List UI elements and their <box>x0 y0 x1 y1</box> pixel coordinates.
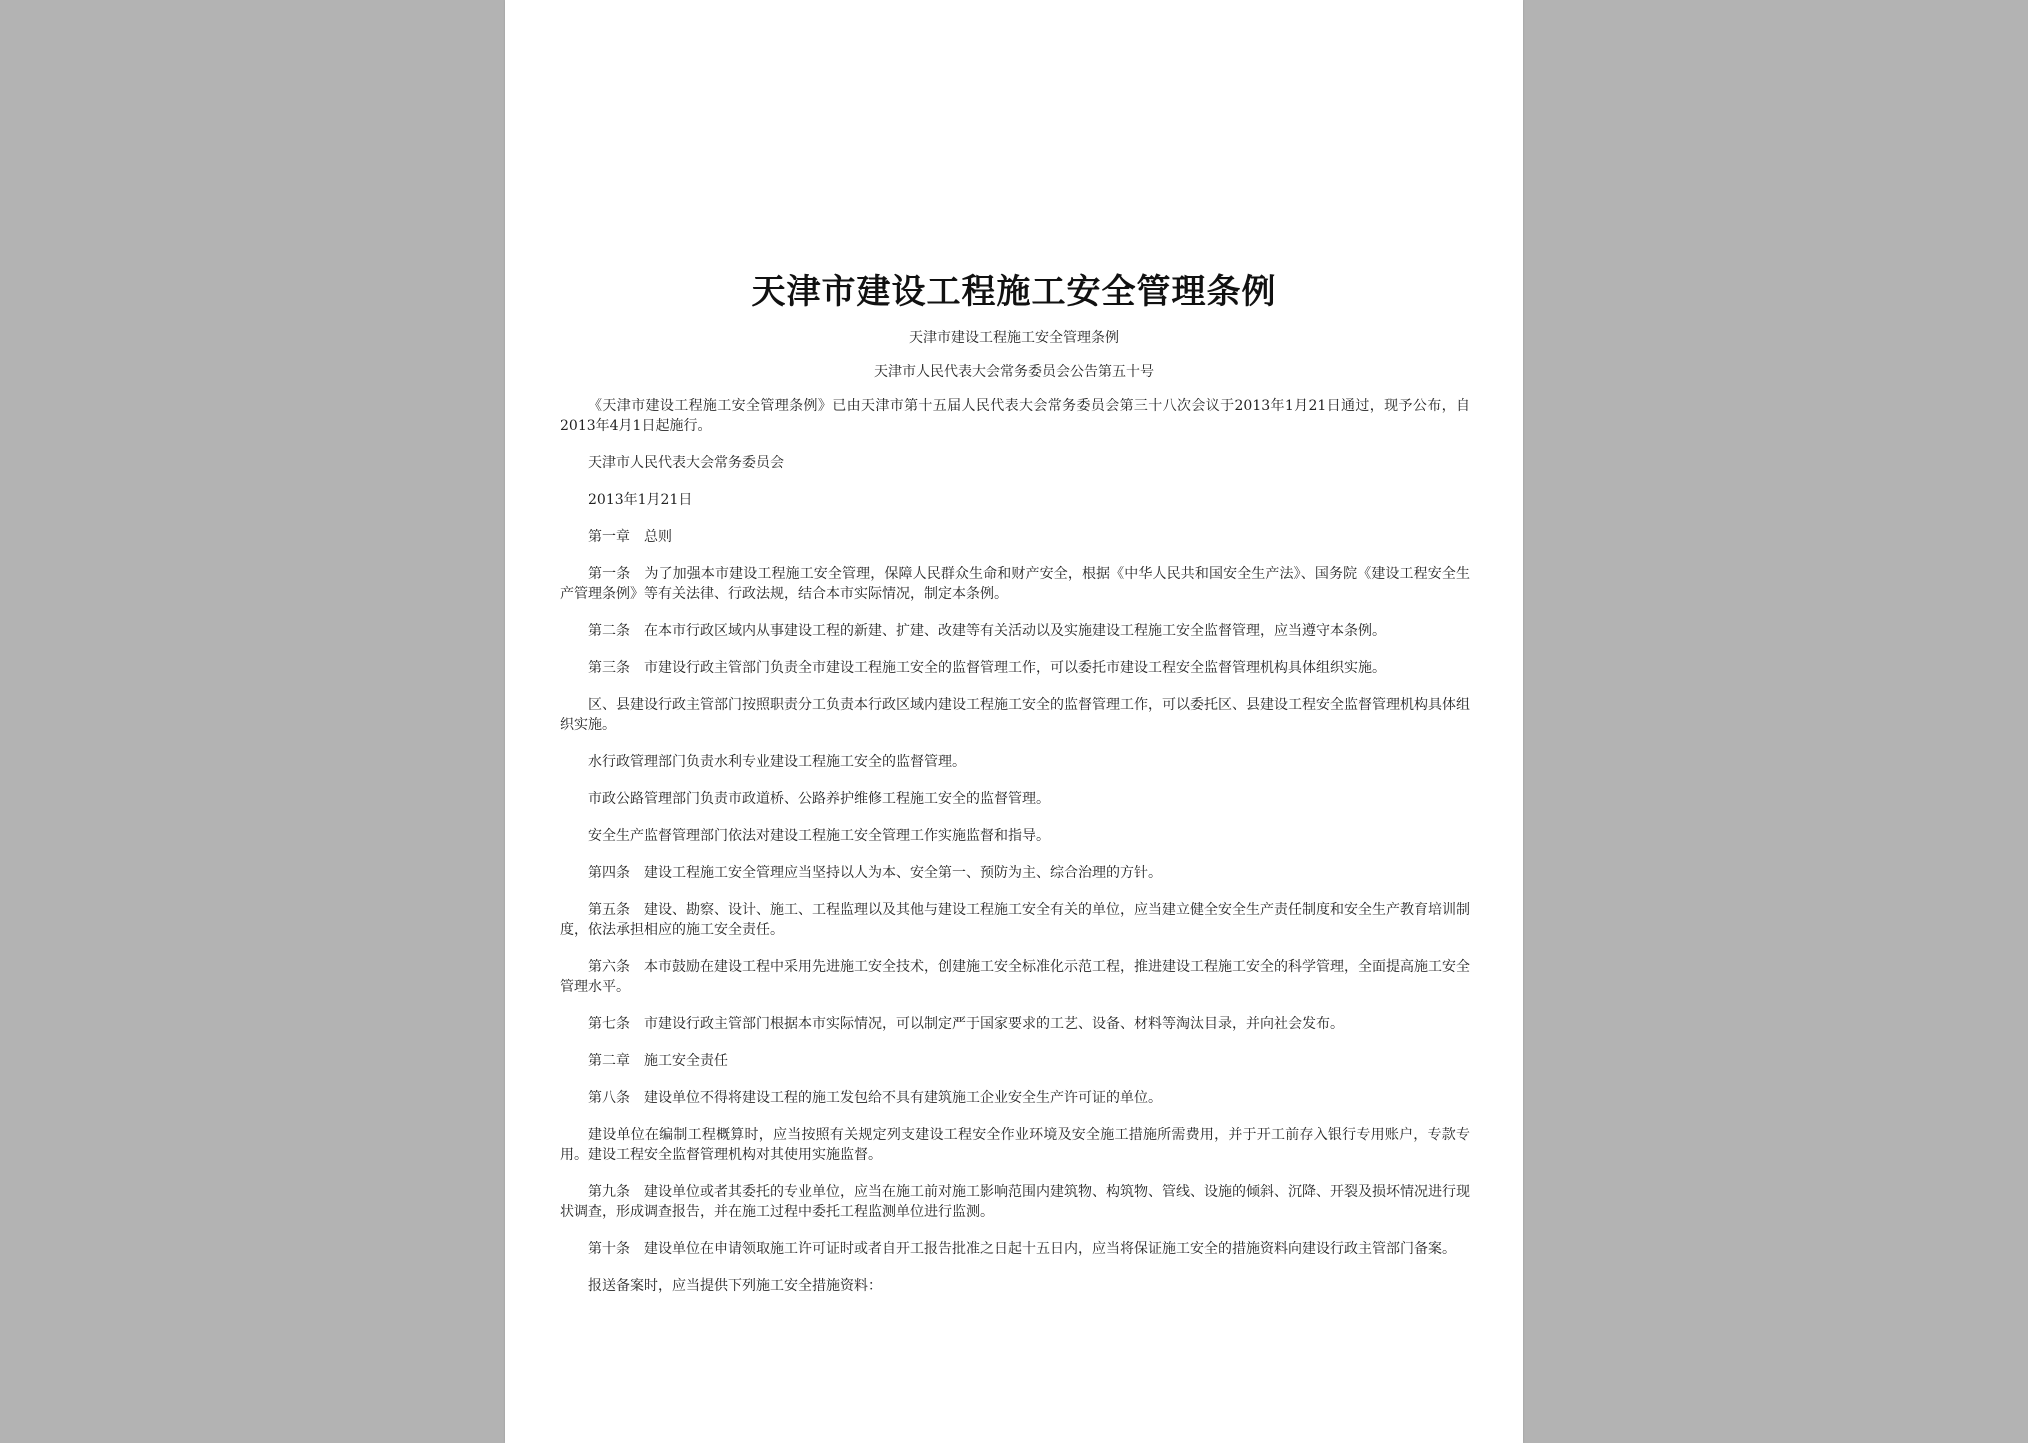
article-1: 第一条 为了加强本市建设工程施工安全管理，保障人民群众生命和财产安全，根据《中华人民共和国安全生产法》、国务院《建设工程安全生产管理条例》等有关法律、行政法规，结合本市实际情况，制定本条例。 <box>560 566 1470 602</box>
paragraph-issuer: 天津市人民代表大会常务委员会 <box>588 455 784 471</box>
article-8: 第八条 建设单位不得将建设工程的施工发包给不具有建筑施工企业安全生产许可证的单位。 <box>588 1090 1162 1106</box>
article-2: 第二条 在本市行政区域内从事建设工程的新建、扩建、改建等有关活动以及实施建设工程施工安全监督管理，应当遵守本条例。 <box>588 623 1386 639</box>
article-4: 第四条 建设工程施工安全管理应当坚持以人为本、安全第一、预防为主、综合治理的方针。 <box>588 865 1162 881</box>
article-3-para-3: 水行政管理部门负责水利专业建设工程施工安全的监督管理。 <box>588 754 966 770</box>
article-3-para-4: 市政公路管理部门负责市政道桥、公路养护维修工程施工安全的监督管理。 <box>588 791 1050 807</box>
chapter-heading-2: 第二章 施工安全责任 <box>588 1053 728 1069</box>
article-9: 第九条 建设单位或者其委托的专业单位，应当在施工前对施工影响范围内建筑物、构筑物、管线、设施的倾斜、沉降、开裂及损坏情况进行现状调查，形成调查报告，并在施工过程中委托工程监测单位进行监测。 <box>560 1184 1470 1220</box>
document-title: 天津市建设工程施工安全管理条例 <box>751 272 1277 312</box>
article-7: 第七条 市建设行政主管部门根据本市实际情况，可以制定严于国家要求的工艺、设备、材料等淘汰目录，并向社会发布。 <box>588 1016 1344 1032</box>
article-8-para-2: 建设单位在编制工程概算时，应当按照有关规定列支建设工程安全作业环境及安全施工措施所需费用，并于开工前存入银行专用账户，专款专用。建设工程安全监督管理机构对其使用实施监督。 <box>560 1127 1470 1163</box>
article-3-para-5: 安全生产监督管理部门依法对建设工程施工安全管理工作实施监督和指导。 <box>588 828 1050 844</box>
article-6: 第六条 本市鼓励在建设工程中采用先进施工安全技术，创建施工安全标准化示范工程，推进建设工程施工安全的科学管理，全面提高施工安全管理水平。 <box>560 959 1470 995</box>
document-page <box>505 0 1523 1443</box>
announcement-number: 天津市人民代表大会常务委员会公告第五十号 <box>874 364 1154 380</box>
chapter-heading-1: 第一章 总则 <box>588 529 672 545</box>
article-3-para-2: 区、县建设行政主管部门按照职责分工负责本行政区域内建设工程施工安全的监督管理工作，可以委托区、县建设工程安全监督管理机构具体组织实施。 <box>560 697 1470 733</box>
article-5: 第五条 建设、勘察、设计、施工、工程监理以及其他与建设工程施工安全有关的单位，应当建立健全安全生产责任制度和安全生产教育培训制度，依法承担相应的施工安全责任。 <box>560 902 1470 938</box>
article-3: 第三条 市建设行政主管部门负责全市建设工程施工安全的监督管理工作，可以委托市建设工程安全监督管理机构具体组织实施。 <box>588 660 1386 676</box>
paragraph-promulgation: 《天津市建设工程施工安全管理条例》已由天津市第十五届人民代表大会常务委员会第三十八次会议于2013年1月21日通过，现予公布，自2013年4月1日起施行。 <box>560 398 1470 434</box>
document-subtitle: 天津市建设工程施工安全管理条例 <box>909 330 1119 346</box>
article-10: 第十条 建设单位在申请领取施工许可证时或者自开工报告批准之日起十五日内，应当将保证施工安全的措施资料向建设行政主管部门备案。 <box>588 1241 1456 1257</box>
paragraph-date: 2013年1月21日 <box>588 492 693 508</box>
article-10-para-2: 报送备案时，应当提供下列施工安全措施资料： <box>588 1278 882 1294</box>
document-body <box>560 396 1470 1313</box>
